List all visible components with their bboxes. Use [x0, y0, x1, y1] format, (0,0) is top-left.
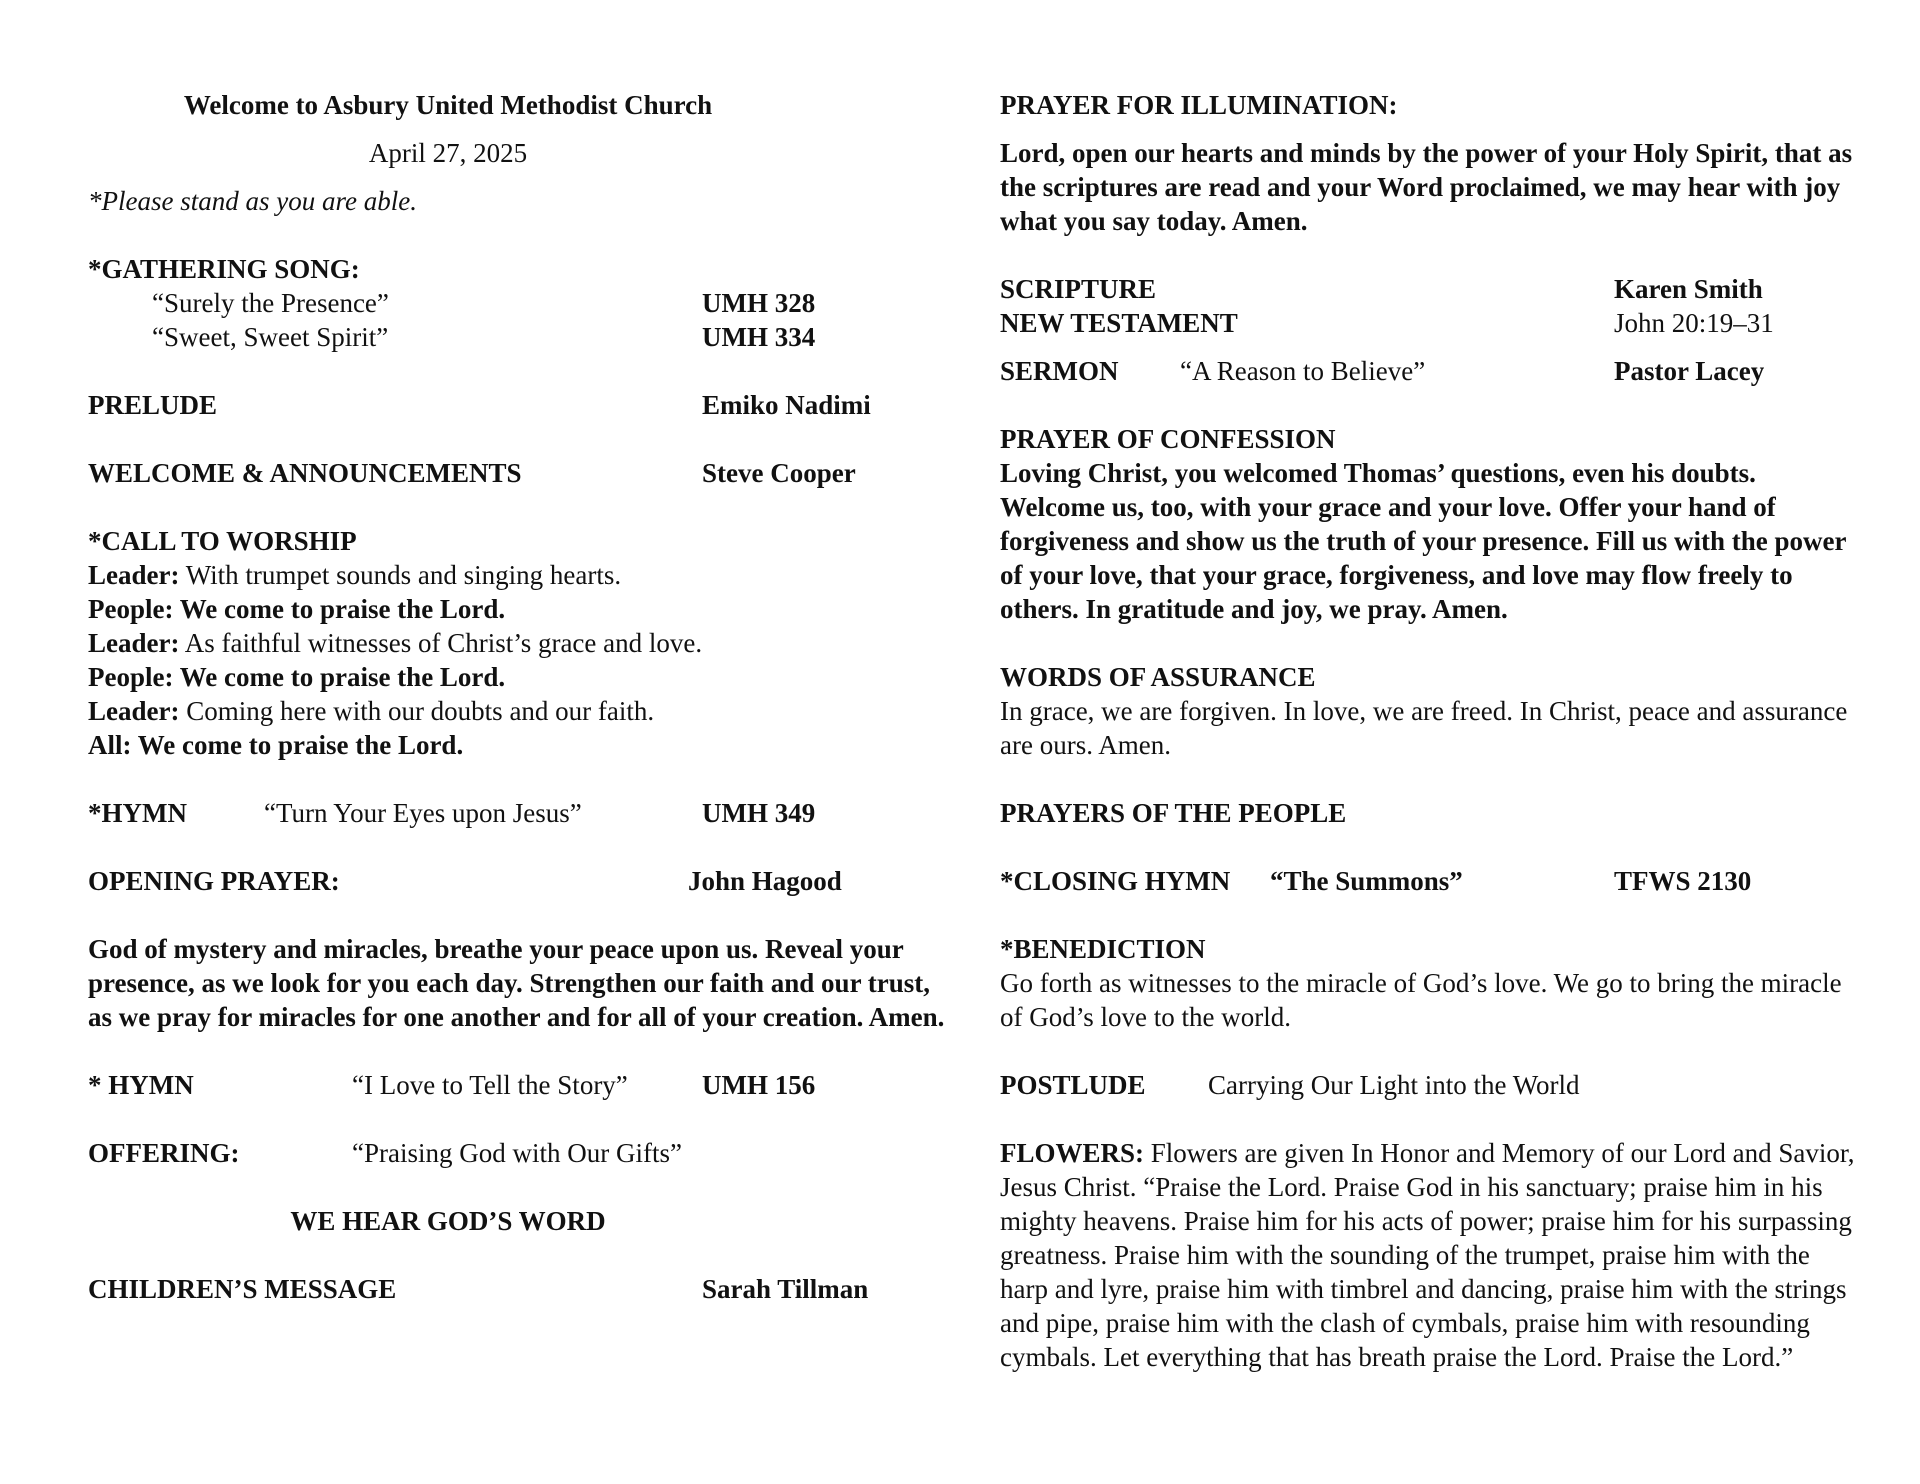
- sermon-label: SERMON: [1000, 356, 1119, 386]
- flowers-text: Flowers are given In Honor and Memory of our Lord and Savior, Jesus Christ. “Praise the Lord. Praise God in his sanctuary; praise him in his mighty heavens. Praise him for his acts of power; praise him for his surpassing greatness. Praise him with the sounding of the trumpet, praise him with the harp and lyre, praise him with timbrel and dancing, praise him with the strings and pipe, praise him with the clash of cymbals, praise him with resounding cymbals. Let everything that has breath praise the Lord. Praise the Lord.”: [1000, 1138, 1855, 1372]
- litany-text: With trumpet sounds and singing hearts.: [179, 560, 622, 590]
- opening-prayer-row: [88, 864, 948, 898]
- song-ref: UMH 334: [702, 322, 816, 352]
- prayers-people-heading: PRAYERS OF THE PEOPLE: [1000, 798, 1347, 828]
- offering-label: OFFERING:: [88, 1138, 240, 1168]
- litany-speaker: People:: [88, 594, 174, 624]
- service-date: April 27, 2025: [368, 138, 528, 168]
- gathering-song-row: [88, 286, 948, 320]
- assurance-text: In grace, we are forgiven. In love, we are freed. In Christ, peace and assurance are ours. Amen.: [1000, 696, 1848, 760]
- opening-prayer-person: John Hagood: [688, 866, 842, 896]
- litany-line: [88, 592, 948, 626]
- litany-line: [88, 660, 948, 694]
- confession-heading: PRAYER OF CONFESSION: [1000, 424, 1336, 454]
- illumination-text: Lord, open our hearts and minds by the power of your Holy Spirit, that as the scriptures are read and your Word proclaimed, we may hear with joy what you say today. Amen.: [1000, 138, 1853, 236]
- litany-speaker: Leader:: [88, 560, 180, 590]
- litany-text: We come to praise the Lord.: [173, 662, 506, 692]
- childrens-message-row: [88, 1272, 948, 1306]
- new-testament-ref: John 20:19–31: [1614, 308, 1774, 338]
- scripture-row: [1000, 272, 1860, 306]
- right-column: [1000, 88, 1860, 1374]
- litany-text: We come to praise the Lord.: [173, 594, 506, 624]
- hymn-label: *HYMN: [88, 798, 187, 828]
- flowers-label: FLOWERS:: [1000, 1138, 1145, 1168]
- postlude-row: [1000, 1068, 1860, 1102]
- hymn-title: “Turn Your Eyes upon Jesus”: [264, 798, 582, 828]
- offering-title: “Praising God with Our Gifts”: [352, 1138, 682, 1168]
- benediction-heading: *BENEDICTION: [1000, 934, 1206, 964]
- welcome-label: WELCOME & ANNOUNCEMENTS: [88, 458, 522, 488]
- postlude-title: Carrying Our Light into the World: [1208, 1070, 1580, 1100]
- postlude-label: POSTLUDE: [1000, 1070, 1146, 1100]
- illumination-heading: PRAYER FOR ILLUMINATION:: [1000, 90, 1398, 120]
- prelude-row: [88, 388, 948, 422]
- childrens-message-person: Sarah Tillman: [702, 1274, 869, 1304]
- closing-hymn-ref: TFWS 2130: [1614, 866, 1752, 896]
- confession-text: Loving Christ, you welcomed Thomas’ questions, even his doubts. Welcome us, too, with your grace and your love. Offer your hand of forgiveness and show us the truth of your presence. Fill us with the power of your love, that your grace, forgiveness, and love may flow freely to others. In gratitude and joy, we pray. Amen.: [1000, 458, 1847, 624]
- litany-line: [88, 728, 948, 762]
- offering-row: [88, 1136, 948, 1170]
- scripture-person: Karen Smith: [1614, 274, 1763, 304]
- litany-speaker: People:: [88, 662, 174, 692]
- litany-text: Coming here with our doubts and our faith.: [179, 696, 655, 726]
- opening-prayer-text: God of mystery and miracles, breathe your peace upon us. Reveal your presence, as we look for you each day. Strengthen our faith and our trust, as we pray for miracles for one another and for all of your creation. Amen.: [88, 934, 945, 1032]
- prelude-person: Emiko Nadimi: [702, 390, 871, 420]
- hymn-ref: UMH 349: [702, 798, 816, 828]
- song-title: “Surely the Presence”: [152, 288, 389, 318]
- flowers-paragraph: [1000, 1136, 1860, 1374]
- childrens-message-label: CHILDREN’S MESSAGE: [88, 1274, 397, 1304]
- section-heading: WE HEAR GOD’S WORD: [290, 1206, 606, 1236]
- gathering-song-heading: *GATHERING SONG:: [88, 254, 360, 284]
- litany-text: As faithful witnesses of Christ’s grace and love.: [179, 628, 703, 658]
- bulletin-title: Welcome to Asbury United Methodist Church: [183, 90, 713, 120]
- call-to-worship-heading: *CALL TO WORSHIP: [88, 526, 357, 556]
- benediction-text: Go forth as witnesses to the miracle of God’s love. We go to bring the miracle of God’s love to the world.: [1000, 968, 1842, 1032]
- stand-note: *Please stand as you are able.: [88, 186, 417, 216]
- closing-hymn-row: [1000, 864, 1860, 898]
- sermon-title: “A Reason to Believe”: [1180, 356, 1426, 386]
- litany-line: [88, 626, 948, 660]
- hymn-row: [88, 796, 948, 830]
- litany-speaker: Leader:: [88, 696, 180, 726]
- prelude-label: PRELUDE: [88, 390, 218, 420]
- song-title: “Sweet, Sweet Spirit”: [152, 322, 389, 352]
- hymn-label: * HYMN: [88, 1070, 194, 1100]
- hymn-ref: UMH 156: [702, 1070, 816, 1100]
- new-testament-row: [1000, 306, 1860, 340]
- left-column: [88, 88, 948, 1306]
- sermon-person: Pastor Lacey: [1614, 356, 1765, 386]
- litany-speaker: All:: [88, 730, 132, 760]
- hymn-title: “I Love to Tell the Story”: [352, 1070, 628, 1100]
- assurance-heading: WORDS OF ASSURANCE: [1000, 662, 1316, 692]
- scripture-label: SCRIPTURE: [1000, 274, 1157, 304]
- litany-speaker: Leader:: [88, 628, 180, 658]
- sermon-row: [1000, 354, 1860, 388]
- litany-line: [88, 694, 948, 728]
- closing-hymn-label: *CLOSING HYMN: [1000, 866, 1231, 896]
- litany-text: We come to praise the Lord.: [131, 730, 464, 760]
- hymn-row: [88, 1068, 948, 1102]
- opening-prayer-label: OPENING PRAYER:: [88, 866, 340, 896]
- welcome-person: Steve Cooper: [702, 458, 856, 488]
- closing-hymn-title: “The Summons”: [1270, 866, 1463, 896]
- new-testament-label: NEW TESTAMENT: [1000, 308, 1238, 338]
- gathering-song-row: [88, 320, 948, 354]
- song-ref: UMH 328: [702, 288, 816, 318]
- litany-line: [88, 558, 948, 592]
- welcome-row: [88, 456, 948, 490]
